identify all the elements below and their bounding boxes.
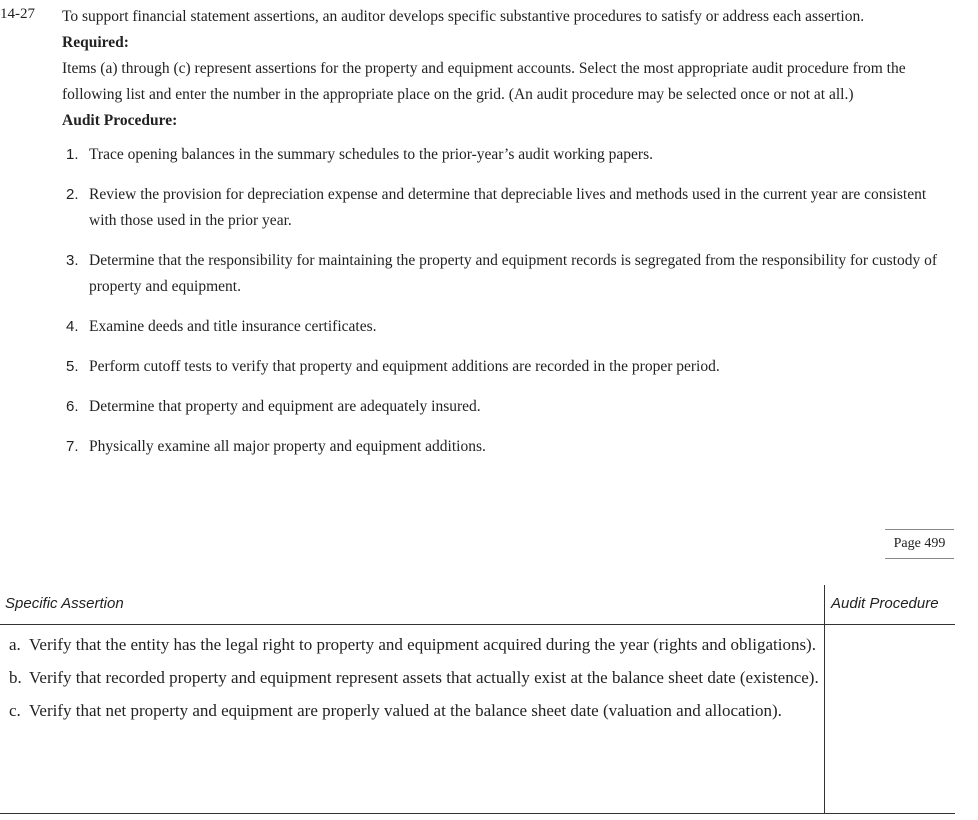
procedure-number: 2.	[66, 186, 79, 203]
procedure-item	[66, 434, 942, 460]
procedure-number: 5.	[66, 358, 79, 375]
problem-intro: To support financial statement assertions, an auditor develops specific substantive procedures to satisfy or address each assertion.	[62, 8, 865, 25]
assertion-text: Verify that recorded property and equipment represent assets that actually exist at the balance sheet date (existence).	[29, 668, 819, 687]
procedure-list	[62, 142, 942, 460]
procedure-number: 1.	[66, 146, 79, 163]
answer-cell-b[interactable]	[826, 685, 954, 745]
assertion-letter: c.	[9, 701, 21, 720]
assertion-letter: b.	[9, 668, 22, 687]
assertion-rows	[0, 631, 820, 730]
procedure-text: Determine that property and equipment are adequately insured.	[89, 398, 481, 415]
assertion-row-b	[0, 664, 820, 692]
answer-cell-a[interactable]	[826, 625, 954, 685]
procedure-text: Physically examine all major property and equipment additions.	[89, 438, 486, 455]
assertion-text: Verify that net property and equipment are properly valued at the balance sheet date (valuation and allocation).	[29, 701, 782, 720]
column-header-procedure: Audit Procedure	[831, 595, 939, 612]
required-label: Required:	[62, 34, 129, 51]
procedure-item	[66, 314, 942, 340]
assertion-grid	[0, 585, 955, 815]
grid-header	[0, 585, 955, 625]
procedure-item	[66, 182, 942, 234]
procedure-text: Trace opening balances in the summary schedules to the prior-year’s audit working papers.	[89, 146, 653, 163]
procedure-item	[66, 394, 942, 420]
procedure-number: 3.	[66, 252, 79, 269]
grid-bottom-rule	[0, 813, 955, 814]
answer-cell-c[interactable]	[826, 745, 954, 811]
problem-body	[62, 4, 942, 474]
assertion-text: Verify that the entity has the legal right to property and equipment acquired during the year (rights and obligations).	[29, 635, 816, 654]
procedure-item	[66, 354, 942, 380]
column-divider	[824, 585, 825, 814]
procedures-label: Audit Procedure:	[62, 112, 178, 129]
procedure-text: Examine deeds and title insurance certificates.	[89, 318, 377, 335]
procedure-item	[66, 248, 942, 300]
procedure-number: 7.	[66, 438, 79, 455]
assertion-row-c	[0, 697, 820, 725]
procedure-number: 4.	[66, 318, 79, 335]
procedure-text: Determine that the responsibility for maintaining the property and equipment records is segregated from the responsibility for custody of property and equipment.	[89, 252, 937, 295]
procedure-number: 6.	[66, 398, 79, 415]
procedure-item	[66, 142, 942, 168]
assertion-row-a	[0, 631, 820, 659]
page-marker: Page 499	[885, 529, 954, 559]
procedure-text: Review the provision for depreciation expense and determine that depreciable lives and methods used in the current year are consistent with those used in the prior year.	[89, 186, 927, 229]
procedure-text: Perform cutoff tests to verify that property and equipment additions are recorded in the proper period.	[89, 358, 720, 375]
column-header-assertion: Specific Assertion	[5, 595, 124, 612]
required-text: Items (a) through (c) represent assertions for the property and equipment accounts. Select the most appropriate audit procedure from the following list and enter the number in the appropriate place on the grid. (An audit procedure may be selected once or not at all.)	[62, 60, 906, 103]
problem-number: 14-27	[0, 6, 35, 22]
assertion-letter: a.	[9, 635, 21, 654]
